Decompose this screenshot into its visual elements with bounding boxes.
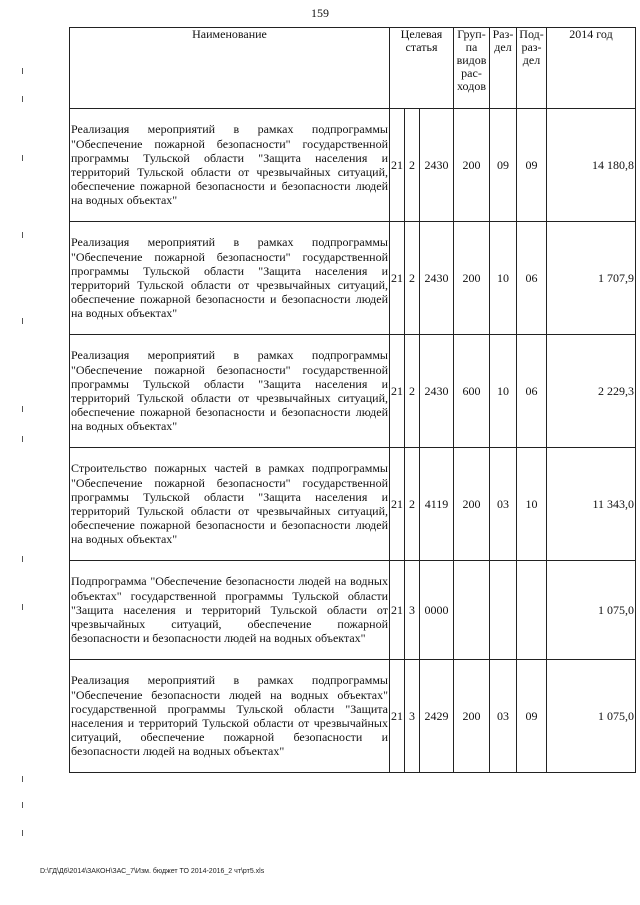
row-subsection: 06 [517, 335, 547, 448]
row-article-part2: 2 [405, 222, 420, 335]
row-article-part2: 3 [405, 660, 420, 773]
row-article-part3: 2430 [420, 109, 454, 222]
row-article-part1: 21 [390, 561, 405, 660]
header-group: Груп-па видов рас-ходов [454, 28, 490, 109]
row-article-part3: 4119 [420, 448, 454, 561]
row-name: Реализация мероприятий в рамках подпрограммы "Обеспечение пожарной безопасности" государственной программы Тульской области "Защита населения и территорий Тульской области от чрезвычайных ситуаций, обеспечение пожарной безопасности и безопасности людей на водных объектах" [70, 222, 390, 335]
row-group: 200 [454, 222, 490, 335]
row-amount: 2 229,3 [547, 335, 636, 448]
row-article-part2: 2 [405, 109, 420, 222]
row-article-part3: 2429 [420, 660, 454, 773]
row-section: 10 [490, 222, 517, 335]
row-subsection: 10 [517, 448, 547, 561]
table-row [70, 109, 636, 222]
row-article-part1: 21 [390, 448, 405, 561]
row-subsection: 06 [517, 222, 547, 335]
row-article-part3: 2430 [420, 222, 454, 335]
table-row [70, 660, 636, 773]
table-row [70, 561, 636, 660]
row-article-part3: 2430 [420, 335, 454, 448]
row-article-part1: 21 [390, 222, 405, 335]
table-row [70, 222, 636, 335]
row-subsection: 09 [517, 660, 547, 773]
row-article-part3: 0000 [420, 561, 454, 660]
row-section: 10 [490, 335, 517, 448]
row-amount: 1 075,0 [547, 660, 636, 773]
row-section: 09 [490, 109, 517, 222]
row-article-part1: 21 [390, 109, 405, 222]
row-section: 03 [490, 448, 517, 561]
row-group [454, 561, 490, 660]
row-amount: 14 180,8 [547, 109, 636, 222]
margin-tick-marks [22, 0, 30, 905]
row-subsection [517, 561, 547, 660]
row-name: Строительство пожарных частей в рамках подпрограммы "Обеспечение пожарной безопасности" государственной программы Тульской области "Защита населения и территорий Тульской области от чрезвычайных ситуаций, обеспечение пожарной безопасности и безопасности людей на водных объектах" [70, 448, 390, 561]
row-amount: 11 343,0 [547, 448, 636, 561]
row-amount: 1 075,0 [547, 561, 636, 660]
row-name: Подпрограмма "Обеспечение безопасности людей на водных объектах" государственной программы Тульской области "Защита населения и территорий Тульской области от чрезвычайных ситуаций, обеспечение пожарной безопасности и безопасности людей на водных объектах" [70, 561, 390, 660]
row-name: Реализация мероприятий в рамках подпрограммы "Обеспечение пожарной безопасности" государственной программы Тульской области "Защита населения и территорий Тульской области от чрезвычайных ситуаций, обеспечение пожарной безопасности и безопасности людей на водных объектах" [70, 335, 390, 448]
row-group: 200 [454, 660, 490, 773]
header-name: Наименование [70, 28, 390, 109]
row-section [490, 561, 517, 660]
row-article-part2: 2 [405, 335, 420, 448]
header-year: 2014 год [547, 28, 636, 109]
row-section: 03 [490, 660, 517, 773]
file-path-footer: D:\ГД\Д6\2014\ЗАКОН\ЗАС_7\Изм. бюджет ТО 2014-2016_2 чт\рт5.xls [40, 868, 265, 875]
row-group: 200 [454, 109, 490, 222]
row-name: Реализация мероприятий в рамках подпрограммы "Обеспечение пожарной безопасности" государственной программы Тульской области "Защита населения и территорий Тульской области от чрезвычайных ситуаций, обеспечение пожарной безопасности и безопасности людей на водных объектах" [70, 109, 390, 222]
row-subsection: 09 [517, 109, 547, 222]
row-group: 200 [454, 448, 490, 561]
header-section: Раз-дел [490, 28, 517, 109]
budget-table [69, 27, 636, 773]
table-row [70, 335, 636, 448]
table-header-row [70, 28, 636, 109]
row-amount: 1 707,9 [547, 222, 636, 335]
row-group: 600 [454, 335, 490, 448]
page-number: 159 [311, 6, 329, 20]
row-article-part1: 21 [390, 660, 405, 773]
row-article-part2: 2 [405, 448, 420, 561]
header-target-article: Целевая статья [390, 28, 454, 109]
table-row [70, 448, 636, 561]
row-name: Реализация мероприятий в рамках подпрограммы "Обеспечение безопасности людей на водных объектах" государственной программы Тульской области "Защита населения и территорий Тульской области от чрезвычайных ситуаций, обеспечение пожарной безопасности и безопасности людей на водных объектах" [70, 660, 390, 773]
header-subsection: Под-раз-дел [517, 28, 547, 109]
row-article-part2: 3 [405, 561, 420, 660]
row-article-part1: 21 [390, 335, 405, 448]
